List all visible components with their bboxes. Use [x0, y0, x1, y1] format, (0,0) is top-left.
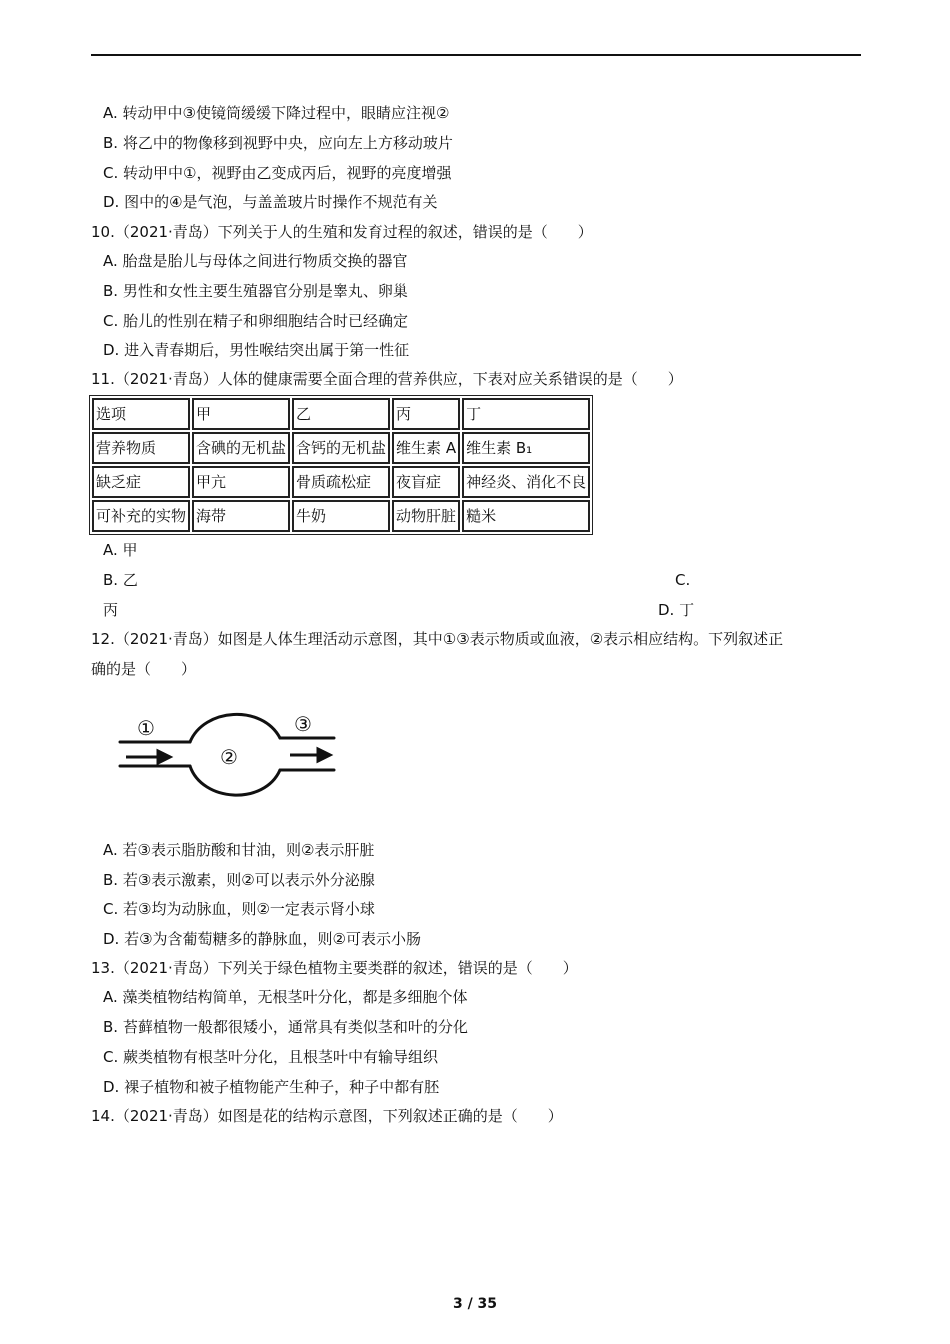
table-cell: 骨质疏松症	[292, 466, 390, 498]
table-cell: 糙米	[462, 500, 590, 532]
q13-option-b: B. 苔藓植物一般都很矮小，通常具有类似茎和叶的分化	[103, 1018, 468, 1036]
q12-stem-line1: 12.（2021·青岛）如图是人体生理活动示意图，其中①③表示物质或血液，②表示相应结构。下列叙述正	[91, 630, 784, 648]
table-cell: 海带	[192, 500, 290, 532]
table-cell: 牛奶	[292, 500, 390, 532]
diagram-label-mid: ②	[220, 745, 238, 769]
table-cell: 丙	[392, 398, 460, 430]
table-row	[92, 500, 590, 532]
q13-stem: 13.（2021·青岛）下列关于绿色植物主要类群的叙述，错误的是（ ）	[91, 959, 578, 977]
q10-option-c: C. 胎儿的性别在精子和卵细胞结合时已经确定	[103, 312, 409, 330]
table-cell: 缺乏症	[92, 466, 190, 498]
q12-option-a: A. 若③表示脂肪酸和甘油，则②表示肝脏	[103, 841, 375, 859]
q13-option-a: A. 藻类植物结构简单，无根茎叶分化，都是多细胞个体	[103, 988, 468, 1006]
q10-option-d: D. 进入青春期后，男性喉结突出属于第一性征	[103, 341, 410, 359]
table-cell: 夜盲症	[392, 466, 460, 498]
q14-stem: 14.（2021·青岛）如图是花的结构示意图，下列叙述正确的是（ ）	[91, 1107, 563, 1125]
table-cell: 维生素 A	[392, 432, 460, 464]
table-cell: 神经炎、消化不良	[462, 466, 590, 498]
table-cell: 动物肝脏	[392, 500, 460, 532]
q12-option-c: C. 若③均为动脉血，则②一定表示肾小球	[103, 900, 375, 918]
q13-option-d: D. 裸子植物和被子植物能产生种子，种子中都有胚	[103, 1078, 440, 1096]
q9-option-b: B. 将乙中的物像移到视野中央，应向左上方移动玻片	[103, 134, 453, 152]
flow-arrow-icon	[126, 751, 170, 763]
q11-option-d: D. 丁	[658, 601, 695, 619]
table-row	[92, 466, 590, 498]
q10-stem: 10.（2021·青岛）下列关于人的生殖和发育过程的叙述，错误的是（ ）	[91, 223, 593, 241]
q9-option-a: A. 转动甲中③使镜筒缓缓下降过程中，眼睛应注视②	[103, 104, 450, 122]
q12-option-d: D. 若③为含葡萄糖多的静脉血，则②可表示小肠	[103, 930, 421, 948]
organ-flow-diagram	[112, 700, 342, 810]
table-cell: 含碘的无机盐	[192, 432, 290, 464]
table-row	[92, 398, 590, 430]
nutrition-table	[89, 395, 593, 535]
q9-option-d: D. 图中的④是气泡，与盖盖玻片时操作不规范有关	[103, 193, 438, 211]
table-cell: 甲	[192, 398, 290, 430]
table-cell: 甲亢	[192, 466, 290, 498]
q9-option-c: C. 转动甲中①，视野由乙变成丙后，视野的亮度增强	[103, 164, 452, 182]
table-cell: 营养物质	[92, 432, 190, 464]
q11-option-b: B. 乙	[103, 571, 138, 589]
q10-option-b: B. 男性和女性主要生殖器官分别是睾丸、卵巢	[103, 282, 408, 300]
q11-option-a: A. 甲	[103, 541, 138, 559]
table-cell: 可补充的实物	[92, 500, 190, 532]
q12-option-b: B. 若③表示激素，则②可以表示外分泌腺	[103, 871, 375, 889]
table-cell: 丁	[462, 398, 590, 430]
table-cell: 乙	[292, 398, 390, 430]
q11-option-c-text: 丙	[103, 601, 119, 619]
q13-option-c: C. 蕨类植物有根茎叶分化，且根茎叶中有输导组织	[103, 1048, 439, 1066]
q11-option-c-label: C.	[675, 571, 691, 589]
header-rule	[91, 54, 861, 56]
q11-stem: 11.（2021·青岛）人体的健康需要全面合理的营养供应，下表对应关系错误的是（ ）	[91, 370, 683, 388]
table-cell: 含钙的无机盐	[292, 432, 390, 464]
q10-option-a: A. 胎盘是胎儿与母体之间进行物质交换的器官	[103, 252, 408, 270]
flow-arrow-icon	[290, 749, 330, 761]
page-number: 3 / 35	[452, 1296, 498, 1312]
q12-stem-line2: 确的是（ ）	[91, 660, 197, 678]
diagram-label-in: ①	[137, 716, 155, 740]
table-cell: 维生素 B₁	[462, 432, 590, 464]
diagram-label-out: ③	[294, 712, 312, 736]
table-row	[92, 432, 590, 464]
table-cell: 选项	[92, 398, 190, 430]
